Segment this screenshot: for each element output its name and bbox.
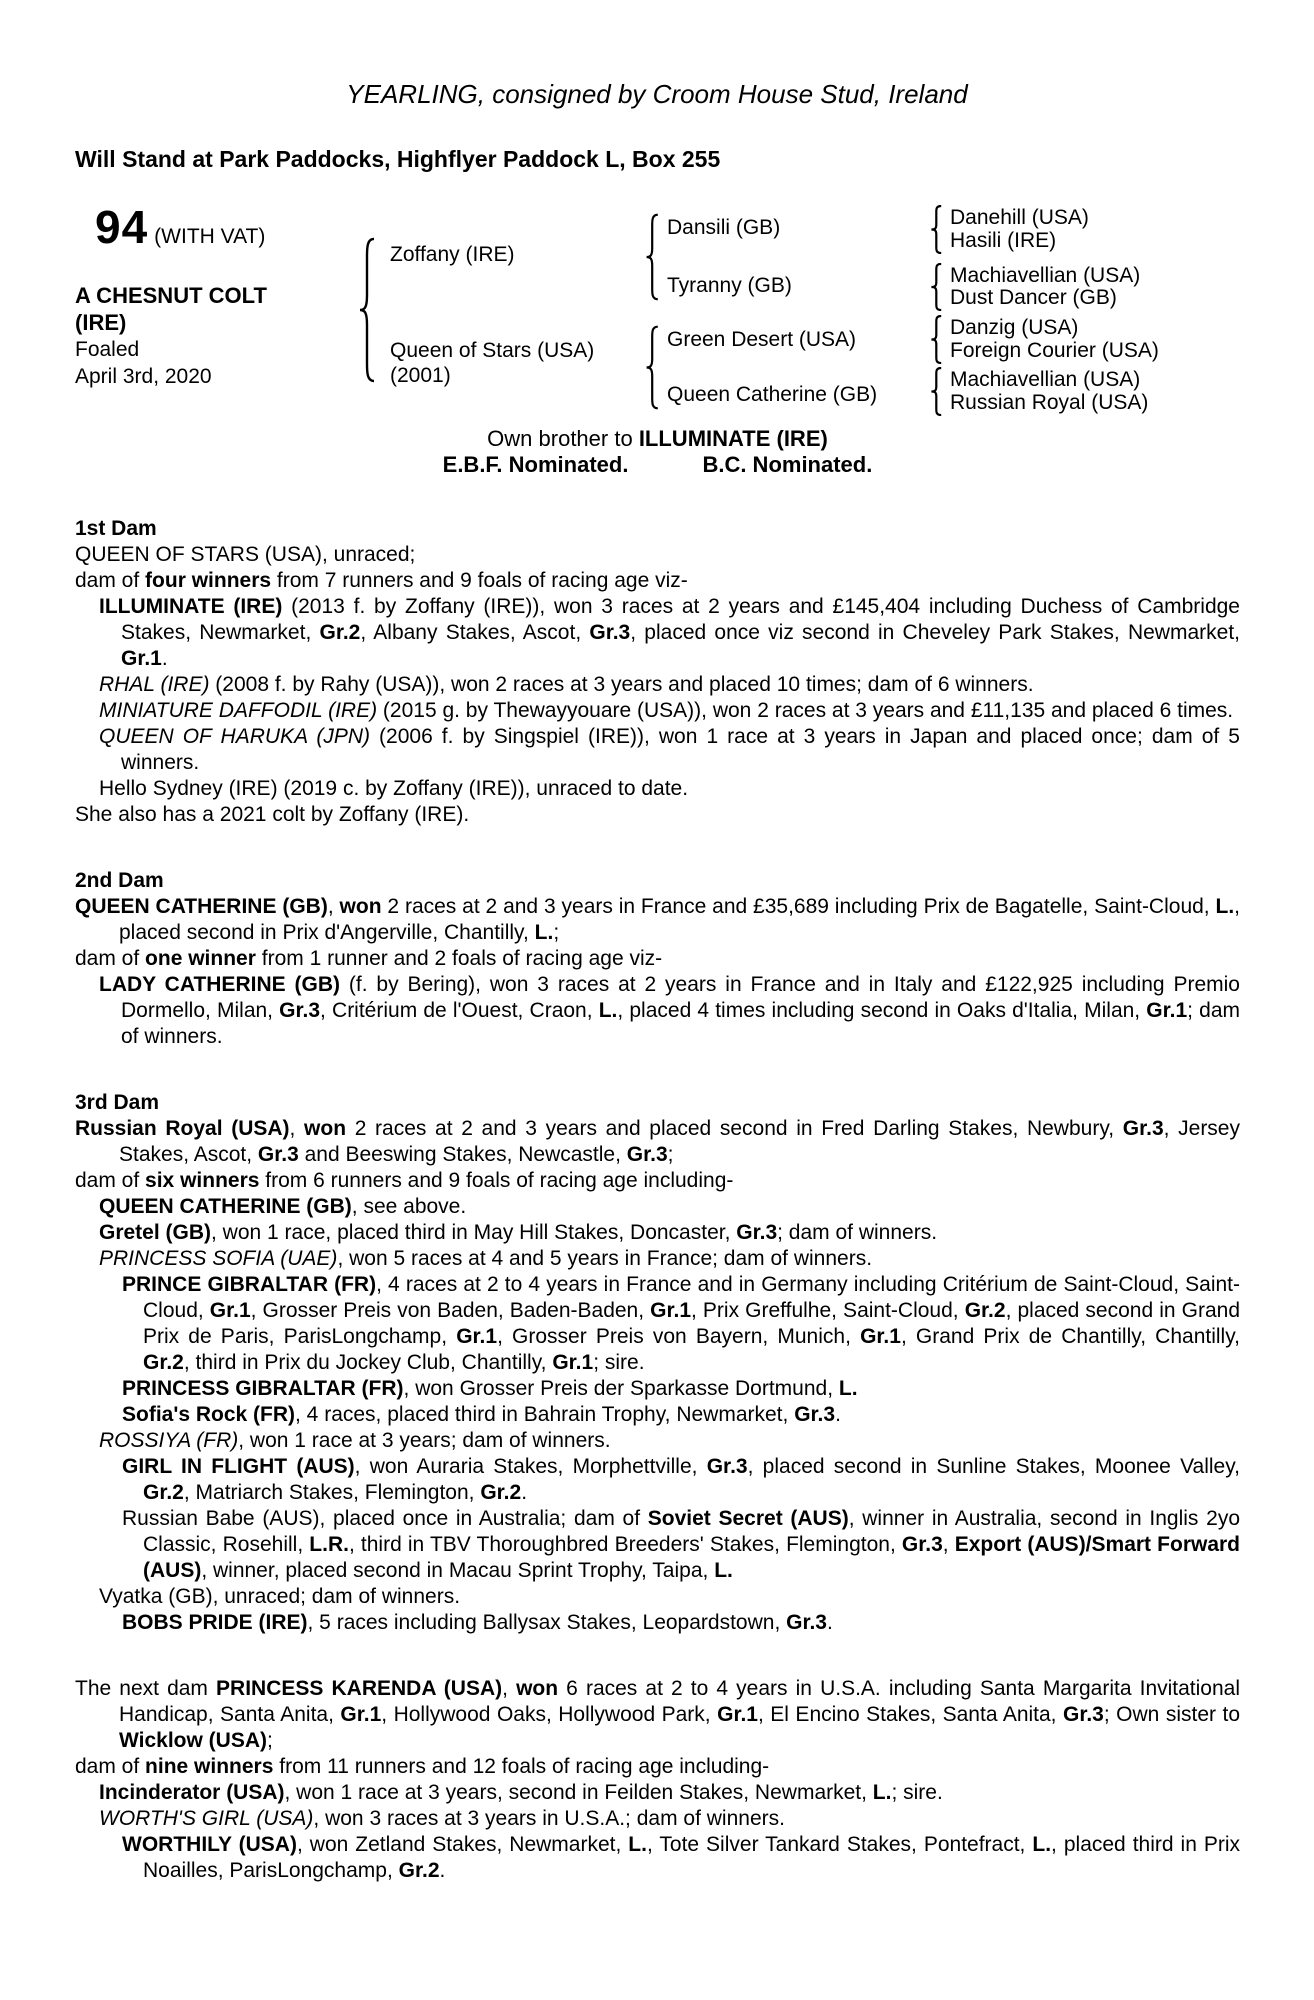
pedigree-paragraph: QUEEN OF HARUKA (JPN) (2006 f. by Singspiel (IRE)), won 1 race at 3 years in Japan and placed once; dam of 5 winners. bbox=[99, 725, 1240, 774]
pedigree-paragraph: Sofia's Rock (FR), 4 races, placed third in Bahrain Trophy, Newmarket, Gr.3. bbox=[122, 1403, 841, 1426]
pedigree-brace-pair3-icon bbox=[930, 315, 944, 364]
pedigree-brace-pair2-icon bbox=[930, 263, 944, 311]
sire-sire-name: Dansili (GB) bbox=[667, 216, 781, 239]
dam-dam-name: Queen Catherine (GB) bbox=[667, 383, 878, 406]
great-grandparent-name: Machiavellian (USA) bbox=[950, 264, 1141, 287]
pedigree-paragraph: PRINCESS SOFIA (UAE), won 5 races at 4 and 5 years in France; dam of winners. bbox=[99, 1247, 873, 1270]
colt-description bbox=[75, 282, 267, 390]
great-grandparent-name: Foreign Courier (USA) bbox=[950, 339, 1159, 362]
pedigree-paragraph: dam of six winners from 6 runners and 9 foals of racing age including- bbox=[75, 1169, 734, 1192]
great-grandparent-name: Russian Royal (USA) bbox=[950, 391, 1149, 414]
pedigree-paragraph: Russian Royal (USA), won 2 races at 2 and 3 years and placed second in Fred Darling Stakes, Newbury, Gr.3, Jersey Stakes, Ascot, Gr.3 and Beeswing Stakes, Newcastle, Gr.3; bbox=[75, 1117, 1240, 1166]
vat-note: (WITH VAT) bbox=[154, 225, 266, 248]
great-grandparent-name: Danehill (USA) bbox=[950, 206, 1089, 229]
pedigree-paragraph: BOBS PRIDE (IRE), 5 races including Ballysax Stakes, Leopardstown, Gr.3. bbox=[122, 1611, 833, 1634]
pedigree-paragraph: dam of four winners from 7 runners and 9 foals of racing age viz- bbox=[75, 569, 688, 592]
third-dam-section bbox=[75, 1090, 1240, 1636]
lot-header bbox=[95, 201, 266, 253]
pedigree-paragraph: ILLUMINATE (IRE) (2013 f. by Zoffany (IRE)), won 3 races at 2 years and £145,404 including Duchess of Cambridge Stakes, Newmarket, Gr.2, Albany Stakes, Ascot, Gr.3, placed once viz second in Cheveley Park Stakes, Newmarket, Gr.1. bbox=[99, 595, 1240, 670]
pedigree-paragraph: ROSSIYA (FR), won 1 race at 3 years; dam of winners. bbox=[99, 1429, 611, 1452]
pedigree-paragraph: WORTHILY (USA), won Zetland Stakes, Newmarket, L., Tote Silver Tankard Stakes, Pontefract, L., placed third in Prix Noailles, ParisLongchamp, Gr.2. bbox=[122, 1833, 1241, 1882]
pedigree-paragraph: dam of one winner from 1 runner and 2 foals of racing age viz- bbox=[75, 947, 663, 970]
own-brother-line: Own brother to ILLUMINATE (IRE) bbox=[487, 426, 828, 451]
pedigree-paragraph: Incinderator (USA), won 1 race at 3 years, second in Feilden Stakes, Newmarket, L.; sire. bbox=[99, 1781, 943, 1804]
section-heading: 3rd Dam bbox=[75, 1091, 160, 1114]
lot-number: 94 bbox=[95, 201, 149, 253]
sire-name: Zoffany (IRE) bbox=[390, 243, 515, 266]
great-grandparent-name: Danzig (USA) bbox=[950, 316, 1079, 339]
pedigree-paragraph: MINIATURE DAFFODIL (IRE) (2015 g. by Thewayyouare (USA)), won 2 races at 3 years and £11,135 and placed 6 times. bbox=[99, 699, 1234, 722]
pedigree-paragraph: RHAL (IRE) (2008 f. by Rahy (USA)), won 2 races at 3 years and placed 10 times; dam of 6 winners. bbox=[99, 673, 1034, 696]
dam-name-block bbox=[390, 338, 594, 388]
pedigree-paragraph: The next dam PRINCESS KARENDA (USA), won 6 races at 2 to 4 years in U.S.A. including Santa Margarita Invitational Handicap, Santa Anita, Gr.1, Hollywood Oaks, Hollywood Park, Gr.1, El Encino Stakes, Santa Anita, Gr.3; Own sister to Wicklow (USA); bbox=[75, 1677, 1241, 1752]
pedigree-paragraph: WORTH'S GIRL (USA), won 3 races at 3 years in U.S.A.; dam of winners. bbox=[99, 1807, 785, 1830]
section-heading: 2nd Dam bbox=[75, 869, 164, 892]
pedigree-paragraph: Vyatka (GB), unraced; dam of winners. bbox=[99, 1585, 461, 1608]
ebf-nominated-label: E.B.F. Nominated. bbox=[442, 452, 629, 477]
great-grandparent-name: Dust Dancer (GB) bbox=[950, 286, 1117, 309]
pedigree-paragraph: PRINCESS GIBRALTAR (FR), won Grosser Preis der Sparkasse Dortmund, L. bbox=[122, 1377, 858, 1400]
section-heading: 1st Dam bbox=[75, 517, 157, 540]
pedigree-paragraph: PRINCE GIBRALTAR (FR), 4 races at 2 to 4 years in France and in Germany including Critérium de Saint-Cloud, Saint-Cloud, Gr.1, Grosser Preis von Baden, Baden-Baden, Gr.1, Prix Greffulhe, Saint-Cloud, Gr.2, placed second in Grand Prix de Paris, ParisLongchamp, Gr.1, Grosser Preis von Bayern, Munich, Gr.1, Grand Prix de Chantilly, Chantilly, Gr.2, third in Prix du Jockey Club, Chantilly, Gr.1; sire. bbox=[122, 1273, 1241, 1374]
pedigree-paragraph: GIRL IN FLIGHT (AUS), won Auraria Stakes, Morphettville, Gr.3, placed second in Sunline Stakes, Moonee Valley, Gr.2, Matriarch Stakes, Flemington, Gr.2. bbox=[122, 1455, 1240, 1504]
pedigree-paragraph: Hello Sydney (IRE) (2019 c. by Zoffany (IRE)), unraced to date. bbox=[99, 777, 689, 800]
pedigree-paragraph: She also has a 2021 colt by Zoffany (IRE). bbox=[75, 803, 470, 826]
foaled-date: April 3rd, 2020 bbox=[75, 365, 212, 388]
sire-dam-name: Tyranny (GB) bbox=[667, 274, 792, 297]
dam-name: Queen of Stars (USA) bbox=[390, 339, 595, 362]
page-title: YEARLING, consigned by Croom House Stud, Ireland bbox=[346, 79, 968, 109]
colt-description-line2: (IRE) bbox=[75, 310, 127, 335]
pedigree-brace-generation1-icon bbox=[358, 236, 378, 384]
great-grandparent-name: Hasili (IRE) bbox=[950, 229, 1057, 252]
pedigree-brace-dam-icon bbox=[645, 325, 661, 410]
pedigree-paragraph: Russian Babe (AUS), placed once in Australia; dam of Soviet Secret (AUS), winner in Australia, second in Inglis 2yo Classic, Rosehill, L.R., third in TBV Thoroughbred Breeders' Stakes, Flemington, Gr.3, Export (AUS)/Smart Forward (AUS), winner, placed second in Macau Sprint Trophy, Taipa, L. bbox=[122, 1507, 1240, 1582]
second-dam-section bbox=[75, 868, 1240, 1050]
pedigree-paragraph: Gretel (GB), won 1 race, placed third in May Hill Stakes, Doncaster, Gr.3; dam of winners. bbox=[99, 1221, 938, 1244]
next-dam-section bbox=[75, 1676, 1240, 1884]
great-grandparent-name: Machiavellian (USA) bbox=[950, 368, 1141, 391]
pedigree-paragraph: QUEEN OF STARS (USA), unraced; bbox=[75, 543, 416, 566]
bc-nominated-label: B.C. Nominated. bbox=[702, 452, 873, 477]
dam-sire-name: Green Desert (USA) bbox=[667, 328, 857, 351]
pedigree-paragraph: dam of nine winners from 11 runners and 12 foals of racing age including- bbox=[75, 1755, 770, 1778]
pedigree-paragraph: QUEEN CATHERINE (GB), see above. bbox=[99, 1195, 467, 1218]
pedigree-paragraph: LADY CATHERINE (GB) (f. by Bering), won 3 races at 2 years in France and in Italy and £122,925 including Premio Dormello, Milan, Gr.3, Critérium de l'Ouest, Craon, L., placed 4 times including second in Oaks d'Italia, Milan, Gr.1; dam of winners. bbox=[99, 973, 1241, 1048]
first-dam-section bbox=[75, 516, 1240, 828]
pedigree-paragraph: QUEEN CATHERINE (GB), won 2 races at 2 and 3 years in France and £35,689 including Prix de Bagatelle, Saint-Cloud, L., placed second in Prix d'Angerville, Chantilly, L.; bbox=[75, 895, 1241, 944]
pedigree-brace-pair1-icon bbox=[930, 205, 944, 254]
nomination-line bbox=[75, 452, 1240, 478]
stand-location-line: Will Stand at Park Paddocks, Highflyer Paddock L, Box 255 bbox=[75, 146, 721, 172]
pedigree-brace-sire-icon bbox=[645, 213, 661, 301]
colt-description-line1: A CHESNUT COLT bbox=[75, 283, 267, 308]
dam-foaling-year: (2001) bbox=[390, 364, 451, 387]
nomination-notes bbox=[75, 426, 1240, 478]
pedigree-table bbox=[75, 188, 1240, 420]
pedigree-brace-pair4-icon bbox=[930, 367, 944, 416]
pedigree-text-body bbox=[75, 516, 1240, 1884]
foaled-label: Foaled bbox=[75, 338, 140, 361]
